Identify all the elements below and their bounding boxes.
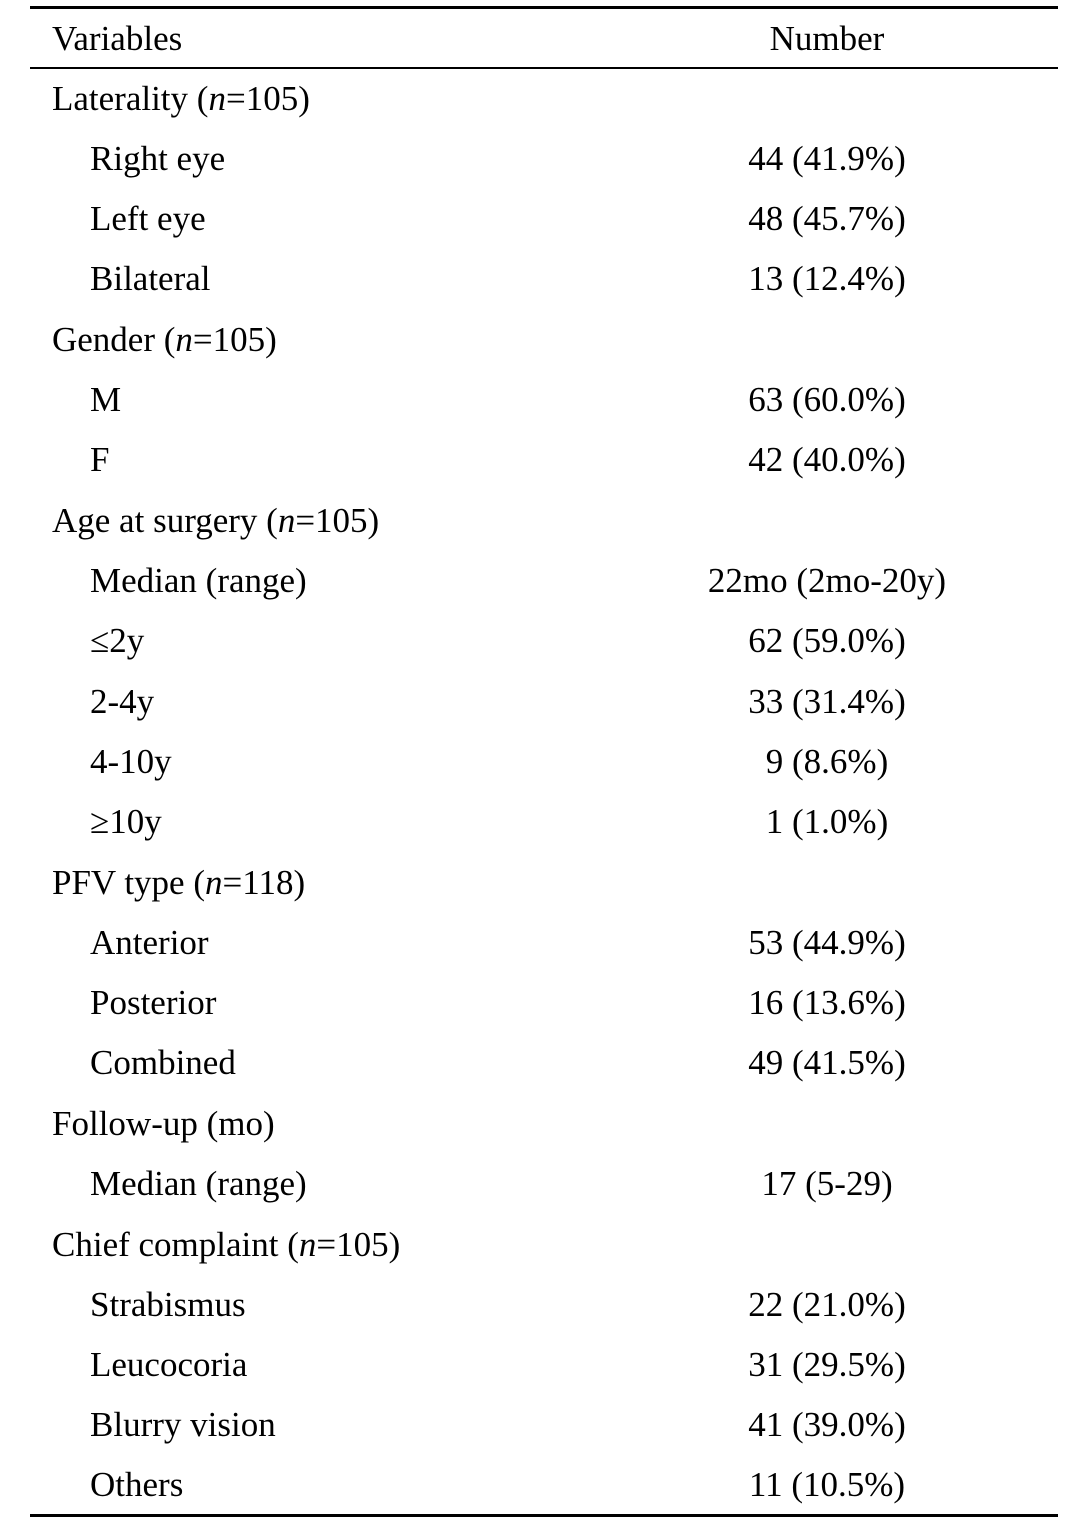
table-row [30,1033,1058,1093]
group-label: Follow-up (mo) [52,1104,275,1143]
group-label: Chief complaint (n=105) [52,1225,401,1264]
table-row [30,129,1058,189]
row-value: 22 (21.0%) [748,1285,906,1324]
row-label: Median (range) [90,1164,307,1203]
row-label: Leucocoria [90,1345,248,1384]
row-label: ≤2y [90,621,145,660]
row-label: 4-10y [90,742,172,781]
table-row [30,792,1058,852]
table-row-group [30,69,1058,129]
table-row [30,551,1058,611]
row-label: Strabismus [90,1285,246,1324]
row-label: Left eye [90,199,206,238]
row-value: 49 (41.5%) [748,1043,906,1082]
row-label: F [90,440,110,479]
table-row [30,611,1058,671]
row-value: 11 (10.5%) [748,1465,906,1504]
row-label: Median (range) [90,561,307,600]
row-value: 62 (59.0%) [748,621,906,660]
row-value: 63 (60.0%) [748,380,906,419]
row-value: 41 (39.0%) [748,1405,906,1444]
table-row [30,370,1058,430]
table-row [30,1455,1058,1515]
row-value: 22mo (2mo-20y) [707,561,947,600]
row-label: Bilateral [90,259,211,298]
table-row [30,1154,1058,1214]
table-row [30,913,1058,973]
table-row [30,1275,1058,1335]
table-row [30,672,1058,732]
row-value: 31 (29.5%) [748,1345,906,1384]
table-row [30,249,1058,309]
row-label: Blurry vision [90,1405,276,1444]
group-label: Gender (n=105) [52,320,277,359]
row-label: M [90,380,122,419]
table-row [30,1395,1058,1455]
row-value: 1 (1.0%) [765,802,889,841]
table-row [30,1335,1058,1395]
row-value: 16 (13.6%) [748,983,906,1022]
row-value: 9 (8.6%) [765,742,889,781]
row-label: ≥10y [90,802,162,841]
row-label: Right eye [90,139,226,178]
table-row [30,430,1058,490]
row-label: Combined [90,1043,236,1082]
table-row [30,732,1058,792]
row-label: Others [90,1465,184,1504]
table-header [30,9,1058,69]
row-value: 17 (5-29) [761,1164,893,1203]
row-label: 2-4y [90,682,155,721]
row-value: 48 (45.7%) [748,199,906,238]
row-value: 33 (31.4%) [748,682,906,721]
row-value: 42 (40.0%) [748,440,906,479]
table-row-group [30,491,1058,551]
table-bottom-rule [30,1514,1058,1517]
row-label: Posterior [90,983,217,1022]
header-variables: Variables [52,19,183,58]
table-row [30,973,1058,1033]
table-row-group [30,1094,1058,1154]
row-value: 53 (44.9%) [748,923,906,962]
table-row-group [30,853,1058,913]
group-label: PFV type (n=118) [52,863,306,902]
row-value: 44 (41.9%) [748,139,906,178]
table-row [30,189,1058,249]
header-number: Number [769,19,885,58]
group-label: Laterality (n=105) [52,79,310,118]
row-value: 13 (12.4%) [748,259,906,298]
table-row-group [30,1215,1058,1275]
table-row-group [30,310,1058,370]
group-label: Age at surgery (n=105) [52,501,380,540]
row-label: Anterior [90,923,209,962]
